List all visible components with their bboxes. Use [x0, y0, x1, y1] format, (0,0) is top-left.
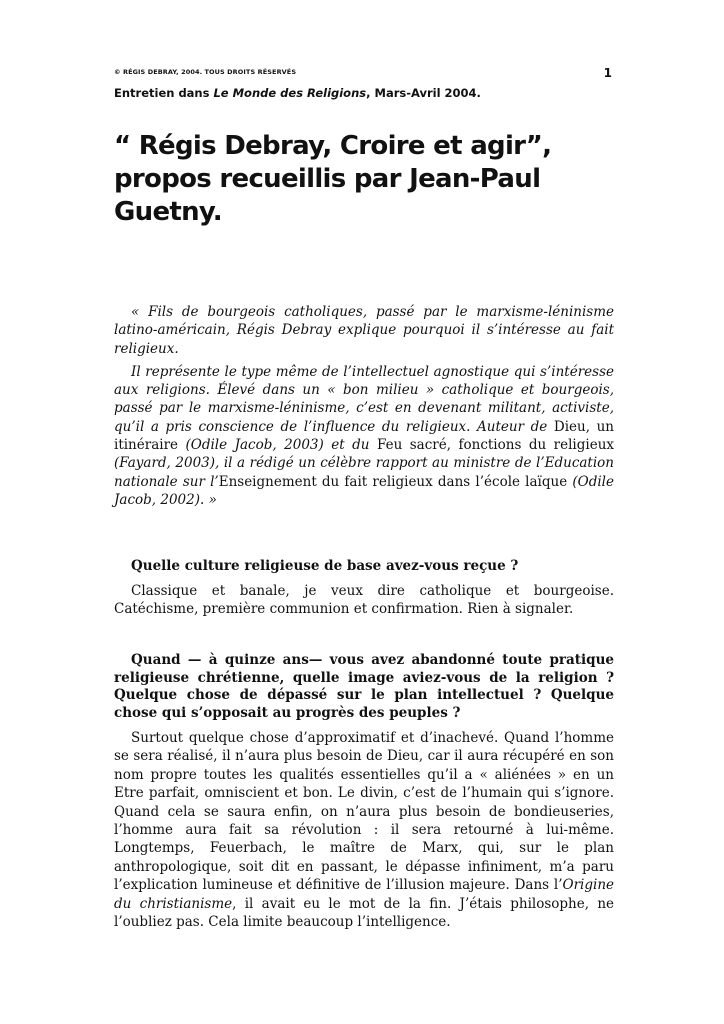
answer-2-text-a: Surtout quelque chose d’approximatif et d’inachevé. Quand l’homme se sera réalisé, il n’aura plus besoin de Dieu, car il aura récupéré en son nom propre toutes les qualités essentielles qu’il a « aliénées » en un Etre parfait, omniscient et bon. Le divin, c’est de l’humain qui s’ignore. Quand cela se saura enfin, on n’aura plus besoin de bondieuseries, l’homme aura fait sa révolution : il sera retourné à lui-même. Longtemps, Feuerbach, le maître de Marx, qui, sur le plan anthropologique, soit dit en passant, le dépasse infiniment, m’a paru l’explication lumineuse et définitive de l’illusion majeure. Dans l’ [114, 730, 614, 894]
intro-paragraph-2 [114, 363, 614, 509]
source-publication: Le Monde des Religions [213, 86, 367, 100]
intro-p2-text-c: (Odile Jacob, 2003) et du [178, 437, 377, 454]
intro-p2-text-e: (Fayard, 2003), il a rédigé un célèbre rapport au ministre de l’Education nationale sur l’ [114, 455, 614, 490]
intro-paragraph-1: « Fils de bourgeois catholiques, passé par le marxisme-léninisme latino-américain, Régis Debray explique pourquoi il s’intéresse au fait religieux. [114, 304, 614, 357]
page-number: 1 [603, 66, 612, 80]
copyright-notice: © RÉGIS DEBRAY, 2004. TOUS DROITS RÉSERVÉS [114, 68, 297, 76]
page-title: “ Régis Debray, Croire et agir”, propos recueillis par Jean-Paul Guetny. [114, 131, 552, 227]
source-prefix: Entretien dans [114, 86, 214, 100]
intro-p2-text-a: Il représente le type même de l’intellectuel agnostique qui s’intéresse aux religions. Élevé dans un « bon milieu » catholique et bourgeois, passé par le marxisme-léninisme, c’est en devenant militant, activiste, qu’il a pris conscience de l’influence du religieux. Auteur de [114, 363, 614, 435]
answer-2-book-title: Origine du christianisme [114, 877, 614, 912]
answer-2 [114, 729, 614, 931]
question-1: Quelle culture religieuse de base avez-vous reçue ? [131, 558, 519, 574]
source-suffix: , Mars-Avril 2004. [366, 86, 481, 100]
intro-p2-book-1: Dieu, un itinéraire [114, 418, 614, 454]
answer-2-text-c: , il avait eu le mot de la fin. J’étais philosophe, ne l’oubliez pas. Cela limite beaucoup l’intelligence. [114, 895, 615, 931]
intro-p2-book-3: Enseignement du fait religieux dans l’école laïque [218, 473, 568, 490]
page-header [114, 66, 612, 82]
question-2: Quand — à quinze ans— vous avez abandonné toute pratique religieuse chrétienne, quelle image aviez-vous de la religion ? Quelque chose de dépassé sur le plan intellectuel ? Quelque chose qui s’opposait au progrès des peuples ? [114, 652, 614, 721]
intro-p2-text-g: (Odile Jacob, 2002). » [114, 473, 614, 508]
intro-p2-book-2: Feu sacré, fonctions du religieux [376, 437, 614, 454]
answer-1: Classique et banale, je veux dire catholique et bourgeoise. Catéchisme, première communion et confirmation. Rien à signaler. [114, 583, 614, 618]
intro-block [114, 303, 614, 514]
source-line [114, 86, 614, 100]
